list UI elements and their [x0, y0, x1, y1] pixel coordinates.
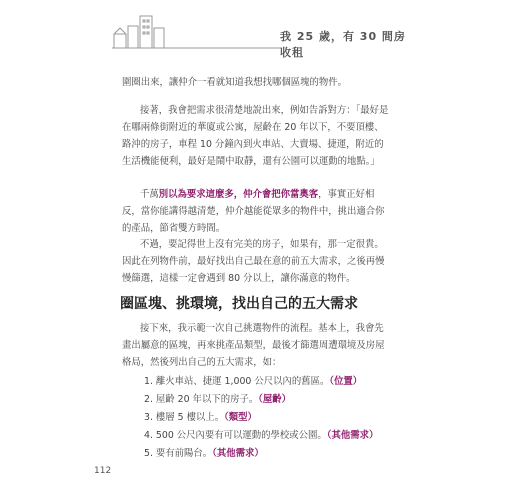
paragraph-3-tail: ，事實正好相反，當你能講得越清楚，仲介越能從眾多的物件中，挑出適合你的產品，節省雙方時間。 — [122, 189, 385, 234]
page-number: 112 — [94, 466, 112, 476]
list-item-tag: （其他需求） — [326, 430, 379, 441]
list-item-text: 5. 要有前陽台。 — [144, 448, 213, 459]
paragraph-3-emphasis: 別以為要求這麼多，仲介會把你當奧客 — [158, 189, 319, 200]
list-item — [144, 427, 378, 445]
list-item-tag: （位置） — [329, 376, 363, 387]
section-heading: 圈區塊、挑環境，找出自己的五大需求 — [120, 296, 358, 312]
paragraph-5: 接下來，我示範一次自己挑選物件的流程。基本上，我會先畫出屬意的區塊，再來挑產品類型，最後才篩選周遭環境及房屋格局，然後列出自己的五大需求，如： — [122, 323, 385, 368]
paragraph-3-lead: 千萬 — [140, 189, 159, 200]
list-item-tag: （其他需求） — [212, 448, 264, 459]
running-header — [112, 12, 412, 59]
list-item-text: 4. 500 公尺內要有可以運動的學校或公園。 — [144, 430, 327, 441]
paragraph-1: 圍圈出來，讓仲介一看就知道我想找哪個區塊的物件。 — [122, 77, 348, 88]
list-item — [144, 445, 378, 463]
list-item-text: 1. 離火車站、捷運 1,000 公尺以內的舊區。 — [144, 376, 330, 387]
list-item-text: 3. 樓層 5 樓以上。 — [144, 412, 225, 423]
list-item — [144, 391, 378, 409]
city-skyline-icon — [112, 12, 282, 50]
list-item-text: 2. 屋齡 20 年以下的房子。 — [144, 394, 259, 405]
paragraph-4: 不過，要記得世上沒有完美的房子，如果有，那一定很貴。因此在列物件前，最好找出自己最在意的前五大需求，之後再慢慢篩選，這樣一定會遇到 80 分以上，讓你滿意的物件。 — [122, 239, 385, 284]
list-item-tag: （屋齡） — [258, 394, 292, 405]
list-item — [144, 409, 378, 427]
needs-list — [144, 373, 378, 463]
list-item — [144, 373, 378, 391]
list-item-tag: （類型） — [224, 412, 257, 423]
paragraph-3 — [122, 186, 390, 237]
paragraph-2: 接著，我會把需求很清楚地說出來，例如告訴對方：「最好是在哪兩條街附近的華廈或公寓，屋齡在 20 年以下，不要頂樓、路沖的房子，車程 10 分鐘內到火車站、大賣場、捷運，附近的生活機能便利，最好是鬧中取靜，還有公園可以運動的地點。」 — [122, 105, 389, 167]
running-header-title: 我 25 歲，有 30 間房收租 — [280, 30, 406, 59]
